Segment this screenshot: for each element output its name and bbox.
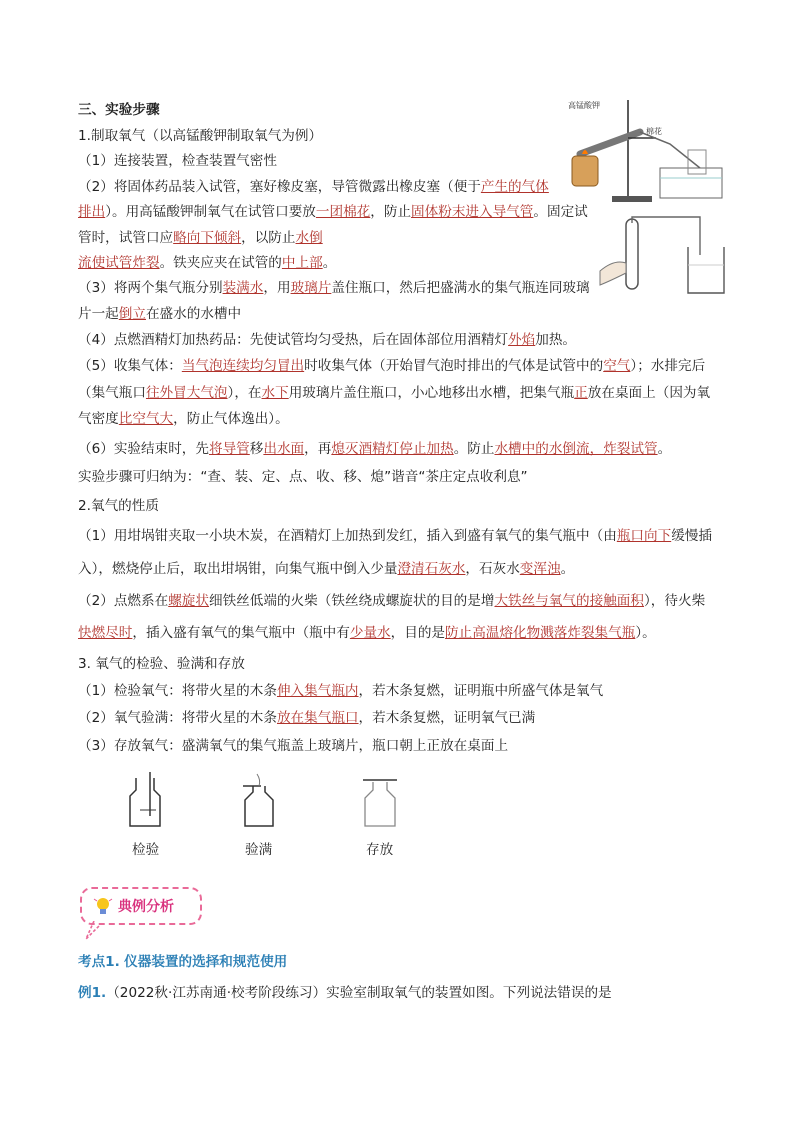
oxygen-apparatus-figure bbox=[560, 96, 725, 206]
kaodian-heading: 考点1. 仪器装置的选择和规范使用 bbox=[78, 954, 288, 970]
s1-l9: （5）收集气体：当气泡连续均匀冒出时收集气体（开始冒气泡时排出的气体是试管中的空气）；水排完后 bbox=[78, 358, 706, 374]
badge-tail-icon bbox=[84, 921, 104, 941]
s1-l7: 片一起倒立在盛水的水槽中 bbox=[78, 306, 242, 322]
s2-l1: （1）用坩埚钳夹取一小块木炭，在酒精灯上加热到发红，插入到盛有氧气的集气瓶中（由瓶口向下缓慢插 bbox=[78, 528, 712, 544]
s1-title: 1.制取氧气（以高锰酸钾制取氧气为例） bbox=[78, 128, 323, 144]
s2-title: 2.氧气的性质 bbox=[78, 498, 159, 514]
bottle-label-full: 验满 bbox=[245, 842, 273, 858]
s1-l12: （6）实验结束时，先将导管移出水面，再熄灭酒精灯停止加热。防止水槽中的水倒流，炸裂试管。 bbox=[78, 441, 672, 457]
s1-l6: （3）将两个集气瓶分别装满水，用玻璃片盖住瓶口，然后把盛满水的集气瓶连同玻璃 bbox=[78, 280, 590, 296]
s1-l5: 流使试管炸裂。铁夹应夹在试管的中上部。 bbox=[78, 255, 337, 271]
s1-l11: 气密度比空气大，防止气体逸出）。 bbox=[78, 411, 289, 427]
example-1: 例1.（2022秋·江苏南通·校考阶段练习）实验室制取氧气的装置如图。下列说法错误的是 bbox=[78, 985, 612, 1001]
s1-l13: 实验步骤可归纳为：“查、装、定、点、收、移、熄”谐音“茶庄定点收利息” bbox=[78, 469, 528, 485]
bottle-test-icon bbox=[120, 770, 170, 830]
s2-l3: （2）点燃系在螺旋状细铁丝低端的火柴（铁丝绕成螺旋状的目的是增大铁丝与氧气的接触面积），待火柴 bbox=[78, 593, 706, 609]
s1-l1: （1）连接装置，检查装置气密性 bbox=[78, 153, 277, 169]
apparatus-label-kmno4: 高锰酸钾 bbox=[568, 101, 600, 110]
s2-l4: 快燃尽时，插入盛有氧气的集气瓶中（瓶中有少量水，目的是防止高温熔化物溅落炸裂集气瓶）。 bbox=[78, 625, 656, 641]
s3-l1: （1）检验氧气：将带火星的木条伸入集气瓶内，若木条复燃，证明瓶中所盛气体是氧气 bbox=[78, 683, 604, 699]
section-title: 三、实验步骤 bbox=[78, 102, 160, 118]
bottle-full-icon bbox=[233, 770, 283, 830]
test-tube-figure bbox=[590, 215, 730, 300]
s2-l2: 入），燃烧停止后，取出坩埚钳，向集气瓶中倒入少量澄清石灰水，石灰水变浑浊。 bbox=[78, 561, 575, 577]
s1-l10: （集气瓶口往外冒大气泡），在水下用玻璃片盖住瓶口，小心地移出水槽，把集气瓶正放在桌面上（因为氧 bbox=[78, 385, 711, 401]
s1-l2: （2）将固体药品装入试管，塞好橡皮塞，导管微露出橡皮塞（便于产生的气体 bbox=[78, 179, 549, 195]
example-analysis-badge bbox=[80, 887, 202, 925]
s1-l8: （4）点燃酒精灯加热药品：先使试管均匀受热，后在固体部位用酒精灯外焰加热。 bbox=[78, 332, 577, 348]
s3-l3: （3）存放氧气：盛满氧气的集气瓶盖上玻璃片，瓶口朝上正放在桌面上 bbox=[78, 738, 509, 754]
s3-title: 3. 氧气的检验、验满和存放 bbox=[78, 656, 245, 672]
s1-l4: 管时，试管口应略向下倾斜，以防止水倒 bbox=[78, 230, 323, 246]
badge-text: 典例分析 bbox=[118, 899, 174, 915]
bottle-label-store: 存放 bbox=[366, 842, 394, 858]
bottle-store-icon bbox=[355, 770, 405, 830]
bottle-label-test: 检验 bbox=[132, 842, 160, 858]
s1-l3: 排出）。用高锰酸钾制氧气在试管口要放一团棉花，防止固体粉末进入导气管。固定试 bbox=[78, 204, 588, 220]
s3-l2: （2）氧气验满：将带火星的木条放在集气瓶口，若木条复燃，证明氧气已满 bbox=[78, 710, 536, 726]
apparatus-label-cotton: 棉花 bbox=[646, 127, 662, 136]
lightbulb-icon bbox=[92, 895, 114, 917]
